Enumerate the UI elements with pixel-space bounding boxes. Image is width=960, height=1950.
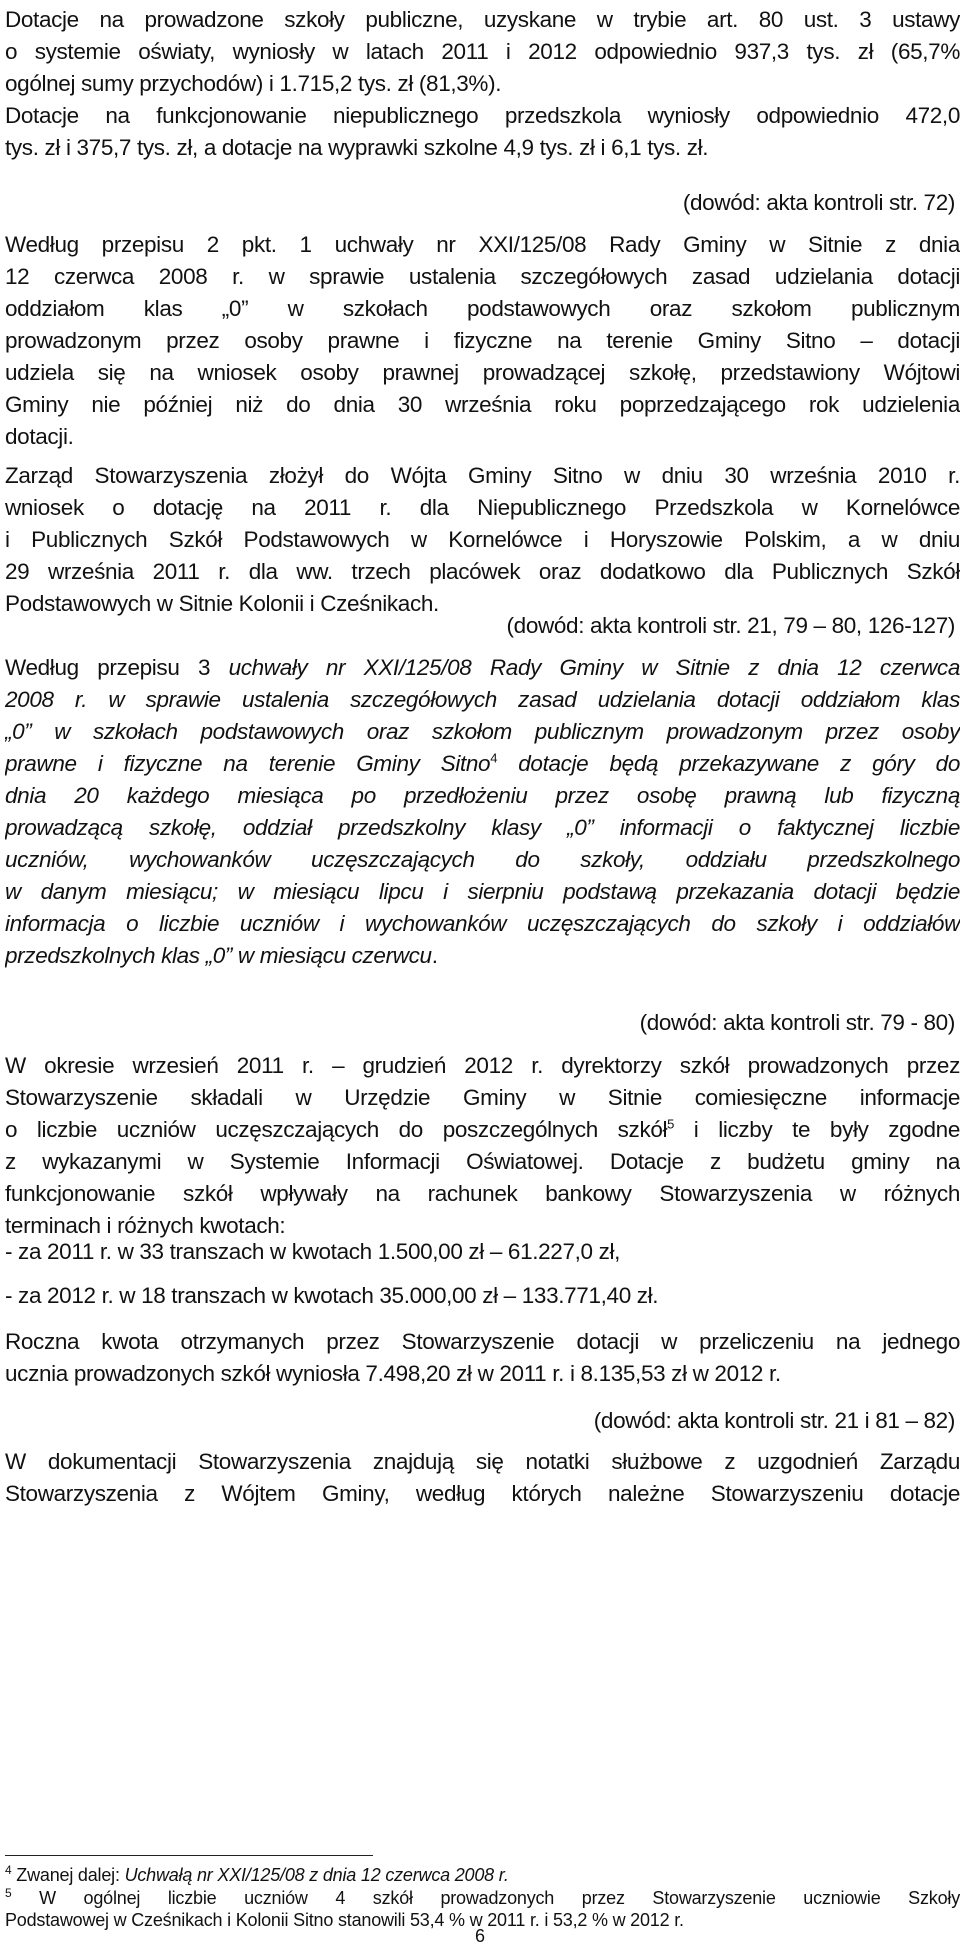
text-line: Dotacje na prowadzone szkoły publiczne, uzyskane w trybie art. 80 ust. 3 ustawy — [5, 7, 960, 32]
evidence-reference: (dowód: akta kontroli str. 72) — [682, 190, 955, 215]
paragraph-przepis-2 — [5, 229, 960, 453]
footnote-5 — [5, 1887, 960, 1931]
text-line: o liczbie uczniów uczęszczających do poszczególnych szkół$^5$ i liczby te były zgodne — [5, 1116, 960, 1142]
text-line: udziela się na wniosek osoby prawnej prowadzącej szkołę, przedstawiony Wójtowi — [5, 360, 960, 385]
text-line: funkcjonowanie szkół wpływały na rachunek bankowy Stowarzyszenia w różnych — [5, 1181, 960, 1206]
text-line: Roczna kwota otrzymanych przez Stowarzyszenie dotacji w przeliczeniu na jednego — [5, 1329, 960, 1354]
paragraph-roczna-kwota — [5, 1326, 960, 1390]
footnote-line: $^5$ W ogólnej liczbie uczniów 4 szkół prowadzonych przez Stowarzyszenie uczniowie Szkoły — [5, 1886, 960, 1908]
footnote-number: 4 — [5, 1863, 12, 1877]
footnote-number: 5 — [5, 1886, 12, 1900]
footnote-text: Uchwałą nr XXI/125/08 z dnia 12 czerwca 2008 r. — [124, 1865, 509, 1885]
text-line: prawne i fizyczne na terenie Gminy Sitno$^4$ dotacje będą przekazywane z góry do — [5, 750, 960, 776]
paragraph-przepis-3 — [5, 652, 960, 972]
paragraph-dokumentacja — [5, 1446, 960, 1510]
paragraph-wniosek — [5, 460, 960, 620]
evidence-reference: (dowód: akta kontroli str. 21, 79 – 80, 126-127) — [506, 613, 955, 638]
text-line: Według przepisu 2 pkt. 1 uchwały nr XXI/125/08 Rady Gminy w Sitnie z dnia — [5, 232, 960, 257]
text-line: Gminy nie później niż do dnia 30 września roku poprzedzającego rok udzielenia — [5, 392, 960, 417]
text-line: informacja o liczbie uczniów i wychowanków uczęszczających do szkoły i oddziałów — [5, 911, 960, 936]
text-line: terminach i różnych kwotach: — [5, 1213, 286, 1238]
text-line: o systemie oświaty, wyniosły w latach 2011 i 2012 odpowiednio 937,3 tys. zł (65,7% — [5, 39, 960, 64]
text-line: - za 2012 r. w 18 transzach w kwotach 35.000,00 zł – 133.771,40 zł. — [5, 1283, 659, 1308]
footnote-text: Zwanej dalej: — [16, 1865, 125, 1885]
footnote-line: Podstawowej w Cześnikach i Kolonii Sitno stanowili 53,4 % w 2011 r. i 53,2 % w 2012 r. — [5, 1910, 684, 1930]
text-line: i Publicznych Szkół Podstawowych w Kornelówce i Horyszowie Polskim, a w dniu — [5, 527, 960, 552]
text-line: ogólnej sumy przychodów) i 1.715,2 tys. zł (81,3%). — [5, 71, 502, 96]
text-line: wniosek o dotację na 2011 r. dla Niepublicznego Przedszkola w Kornelówce — [5, 495, 960, 520]
text-line: - za 2011 r. w 33 transzach w kwotach 1.500,00 zł – 61.227,0 zł, — [5, 1239, 621, 1264]
evidence-reference: (dowód: akta kontroli str. 21 i 81 – 82) — [593, 1408, 955, 1433]
text-line: tys. zł i 375,7 tys. zł, a dotacje na wyprawki szkolne 4,9 tys. zł i 6,1 tys. zł. — [5, 135, 709, 160]
text-line: Stowarzyszenie składali w Urzędzie Gminy w Sitnie comiesięczne informacje — [5, 1085, 960, 1110]
paragraph-dotacje-przedszkole — [5, 100, 960, 164]
text-line: Podstawowych w Sitnie Kolonii i Cześnikach. — [5, 591, 439, 616]
paragraph-dotacje-szkoly — [5, 4, 960, 100]
text-line: w danym miesiącu; w miesiącu lipcu i sierpniu podstawą przekazania dotacji będzie — [5, 879, 960, 904]
text-line: Zarząd Stowarzyszenia złożył do Wójta Gminy Sitno w dniu 30 września 2010 r. — [5, 463, 960, 488]
list-item-2011 — [5, 1236, 960, 1268]
text-line: uczniów, wychowanków uczęszczających do szkoły, oddziału przedszkolnego — [5, 847, 960, 872]
text-line: oddziałom klas „0” w szkołach podstawowych oraz szkołom publicznym — [5, 296, 960, 321]
text-line: prowadzącą szkołę, oddział przedszkolny klasy „0” informacji o faktycznej liczbie — [5, 815, 960, 840]
text-line: dotacji. — [5, 424, 74, 449]
text-line: dnia 20 każdego miesiąca po przedłożeniu przez osobę prawną lub fizyczną — [5, 783, 960, 808]
text-line: W okresie wrzesień 2011 r. – grudzień 2012 r. dyrektorzy szkół prowadzonych przez — [5, 1053, 960, 1078]
text-line: W dokumentacji Stowarzyszenia znajdują się notatki służbowe z uzgodnień Zarządu — [5, 1449, 960, 1474]
text-line: ucznia prowadzonych szkół wyniosła 7.498,20 zł w 2011 r. i 8.135,53 zł w 2012 r. — [5, 1361, 781, 1386]
text-line: Według przepisu 3 uchwały nr XXI/125/08 Rady Gminy w Sitnie z dnia 12 czerwca — [5, 655, 960, 680]
text-line: z wykazanymi w Systemie Informacji Oświatowej. Dotacje z budżetu gminy na — [5, 1149, 960, 1174]
text-line: Stowarzyszenia z Wójtem Gminy, według których należne Stowarzyszeniu dotacje — [5, 1481, 960, 1506]
text-line: 29 września 2011 r. dla ww. trzech placówek oraz dodatkowo dla Publicznych Szkół — [5, 559, 960, 584]
text-line: prowadzonym przez osoby prawne i fizyczne na terenie Gminy Sitno – dotacji — [5, 328, 960, 353]
text-line: „0” w szkołach podstawowych oraz szkołom publicznym prowadzonym przez osoby — [5, 719, 960, 744]
footnote-ref[interactable]: 5 — [667, 1116, 675, 1132]
footnote-4 — [5, 1864, 960, 1886]
text-line: Dotacje na funkcjonowanie niepublicznego przedszkola wyniosły odpowiednio 472,0 — [5, 103, 960, 128]
page-number: 6 — [474, 1926, 485, 1946]
list-item-2012 — [5, 1280, 960, 1312]
text-line: przedszkolnych klas „0” w miesiącu czerwcu. — [5, 943, 438, 968]
text-line: 12 czerwca 2008 r. w sprawie ustalenia szczegółowych zasad udzielania dotacji — [5, 264, 960, 289]
evidence-reference: (dowód: akta kontroli str. 79 - 80) — [639, 1010, 955, 1035]
text-line: 2008 r. w sprawie ustalenia szczegółowych zasad udzielania dotacji oddziałom klas — [5, 687, 960, 712]
paragraph-okres — [5, 1050, 960, 1242]
footnote-ref[interactable]: 4 — [490, 750, 498, 766]
footnote-separator — [5, 1855, 373, 1856]
